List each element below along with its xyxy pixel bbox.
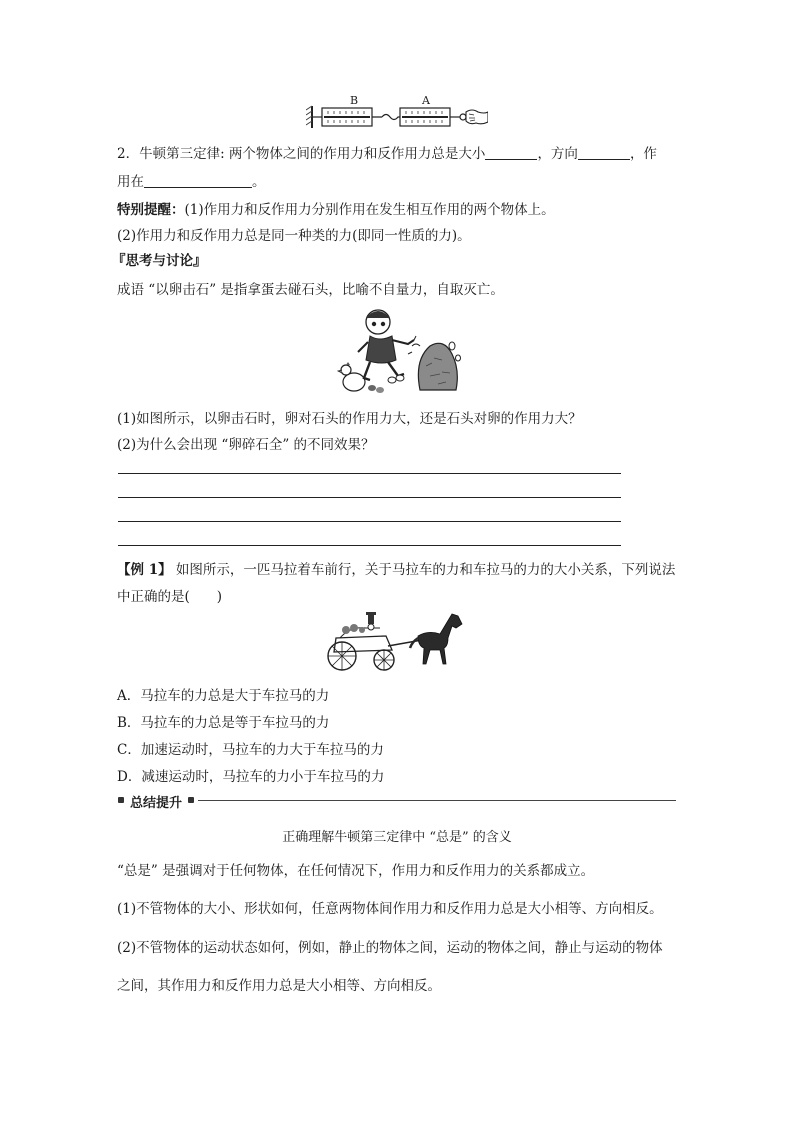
example-option-c[interactable]: C．加速运动时，马拉车的力大于车拉马的力 [117,742,384,758]
tip-item2: (2)作用力和反作用力总是同一种类的力(即同一性质的力)。 [117,228,471,244]
example-stem-line2: 中正确的是( ) [117,589,223,605]
tip-line1 [117,198,555,218]
discussion-question-2: (2)为什么会出现 “卵碎石全” 的不同效果？ [117,437,375,453]
law-text-mid2: ，作 [629,146,657,162]
example-option-b[interactable]: B．马拉车的力总是等于车拉马的力 [117,715,330,731]
summary-right-marker [188,797,194,803]
law-text-mid1: ，方向 [537,146,578,162]
tip-label: 特别提醒： [117,202,185,218]
answer-line-3[interactable] [118,521,621,522]
horse-carriage-illustration [322,608,470,672]
summary-title: 正确理解牛顿第三定律中 “总是” 的含义 [282,830,512,845]
summary-paragraph-3-line1: (2)不管物体的运动状态如何，例如，静止的物体之间，运动的物体之间，静止与运动的物体 [117,940,663,956]
blank-direction[interactable] [578,145,630,160]
example-tag: 【例 1】 [117,562,172,578]
newton-third-law-line1 [117,142,657,162]
summary-paragraph-1: “总是” 是强调对于任何物体，在任何情况下，作用力和反作用力的关系都成立。 [117,863,595,879]
summary-paragraph-3-line2: 之间，其作用力和反作用力总是大小相等、方向相反。 [117,978,441,994]
example-option-a[interactable]: A．马拉车的力总是大于车拉马的力 [117,688,330,704]
answer-line-1[interactable] [118,473,621,474]
scale-a-label: A [422,94,430,107]
egg-vs-stone-illustration [334,306,464,398]
blank-magnitude[interactable] [485,145,537,160]
summary-left-marker [118,797,124,803]
scale-b-label: B [350,94,359,107]
discussion-heading: 『思考与讨论』 [112,253,207,269]
tip-item1: (1)作用力和反作用力分别作用在发生相互作用的两个物体上。 [184,202,555,218]
answer-line-4[interactable] [118,545,621,546]
example-option-d[interactable]: D．减速运动时，马拉车的力小于车拉马的力 [117,769,385,785]
summary-paragraph-2: (1)不管物体的大小、形状如何，任意两物体间作用力和反作用力总是大小相等、方向相反。 [117,901,663,917]
blank-act-on[interactable] [144,173,252,188]
summary-divider [198,800,676,801]
law-text-prefix: 2．牛顿第三定律: 两个物体之间的作用力和反作用力总是大小 [117,146,486,162]
example-stem-line1 [117,558,675,578]
discussion-question-1: (1)如图所示，以卵击石时，卵对石头的作用力大，还是石头对卵的作用力大？ [117,411,582,427]
example-stem-text1: 如图所示，一匹马拉着车前行，关于马拉车的力和车拉马的力的大小关系，下列说法 [171,562,676,578]
law-line2-suffix: 。 [252,174,266,190]
discussion-intro: 成语 “以卵击石” 是指拿蛋去碰石头，比喻不自量力，自取灭亡。 [117,282,504,298]
answer-line-2[interactable] [118,497,621,498]
summary-heading: 总结提升 [130,796,183,811]
law-line2-prefix: 用在 [117,174,144,190]
spring-scale-figure [306,94,488,130]
newton-third-law-line2 [117,170,266,190]
